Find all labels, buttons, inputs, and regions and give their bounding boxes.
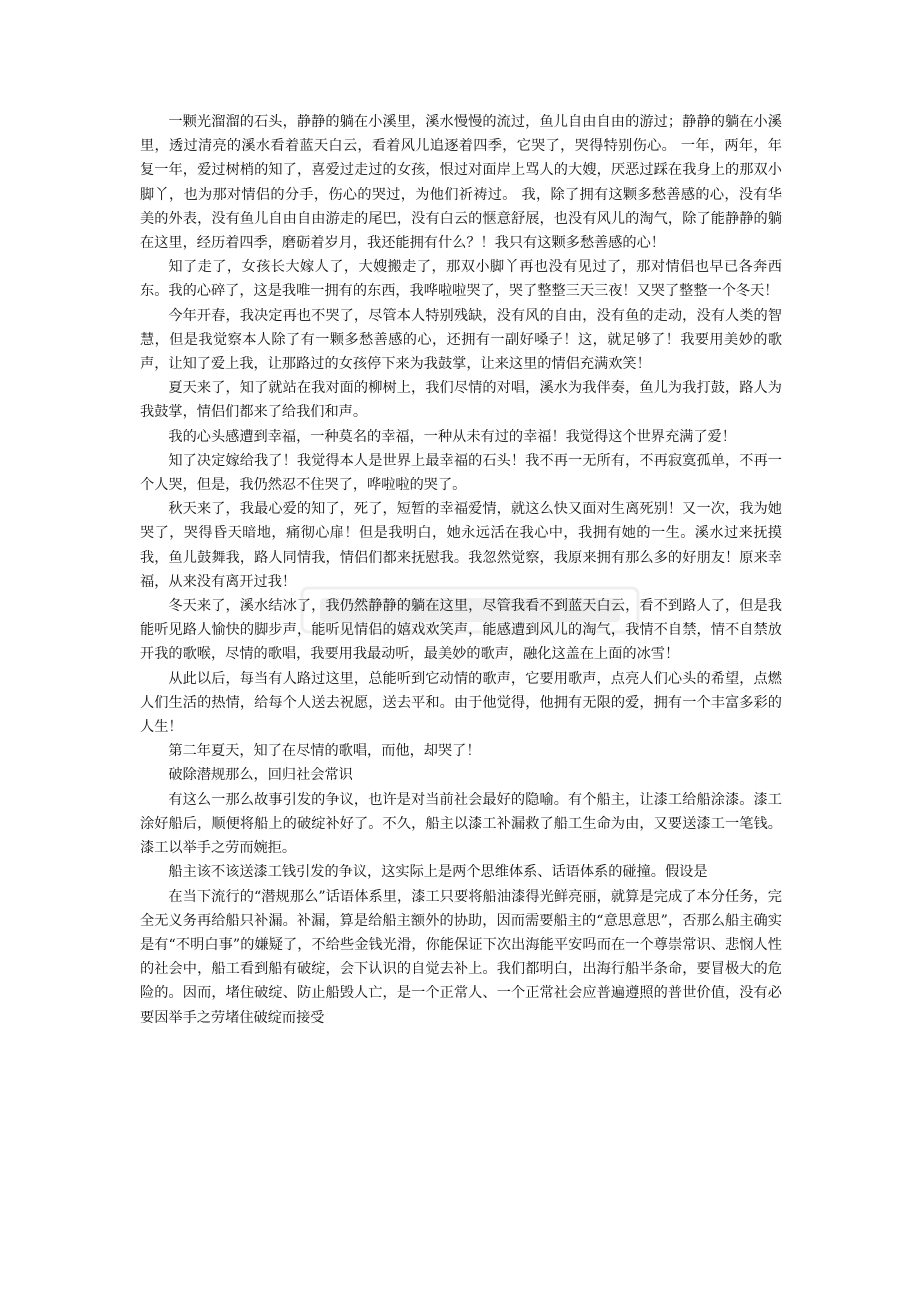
paragraph-4: 夏天来了，知了就站在我对面的柳树上，我们尽情的对唱，溪水为我伴奏，鱼儿为我打鼓，路人为我鼓掌，情侣们都来了给我们和声。: [140, 380, 782, 421]
paragraph-8: 冬天来了，溪水结冰了，我仍然静静的躺在这里，尽管我看不到蓝天白云，看不到路人了，但是我能听见路人愉快的脚步声，能听见情侣的嬉戏欢笑声，能感遭到风儿的淘气，我情不自禁，情不自禁放开我的歌喉，尽情的歌唱，我要用我最动听，最美妙的歌声，融化这盖在上面的冰雪！: [140, 598, 782, 663]
paragraph-1: 一颗光溜溜的石头，静静的躺在小溪里，溪水慢慢的流过，鱼儿自由自由的游过；静静的躺在小溪里，透过清亮的溪水看着蓝天白云，看着风儿追逐着四季，它哭了，哭得特别伤心。 一年，两年，年复一年，爱过树梢的知了，喜爱过走过的女孩，恨过对面岸上骂人的大嫂，厌恶过踩在我身上的那双小脚丫，也为那对情侣的分手，伤心的哭过，为他们祈祷过。 我，除了拥有这颗多愁善感的心，没有华美的外表，没有鱼儿自由自由游走的尾巴，没有白云的惬意舒展，也没有风儿的淘气，除了能静静的躺在这里，经历着四季，磨砺着岁月，我还能拥有什么？！我只有这颗多愁善感的心！: [140, 114, 782, 252]
paragraph-14: 在当下流行的“潜规那么”话语体系里，漆工只要将船油漆得光鲜亮丽，就算是完成了本分任务，完全无义务再给船只补漏。补漏，算是给船主额外的协助，因而需要船主的“意思意思”，否那么船主确实是有“不明白事”的嫌疑了，不给些金钱光滑，你能保证下次出海能平安吗而在一个尊崇常识、悲悯人性的社会中，船工看到船有破绽，会下认识的自觉去补上。我们都明白，出海行船半条命，要冒极大的危险的。因而，堵住破绽、防止船毁人亡，是一个正常人、一个正常社会应普遍遵照的普世价值，没有必要因举手之劳堵住破绽而接受: [140, 888, 782, 1026]
paragraph-7: 秋天来了，我最心爱的知了，死了，短暂的幸福爱情，就这么快又面对生离死别！又一次，我为她哭了，哭得昏天暗地，痛彻心扉！但是我明白，她永远活在我心中，我拥有她的一生。溪水过来抚摸我，鱼儿鼓舞我，路人同情我，情侣们都来抚慰我。我忽然觉察，我原来拥有那么多的好朋友！原来幸福，从来没有离开过我！: [140, 501, 782, 590]
section-heading: 破除潜规那么，回归社会常识: [168, 767, 353, 784]
document-body: [140, 110, 782, 1030]
paragraph-9: 从此以后，每当有人路过这里，总能听到它动情的歌声，它要用歌声，点亮人们心头的希望，点燃人们生活的热情，给每个人送去祝愿，送去平和。由于他觉得，他拥有无限的爱，拥有一个丰富多彩的人生！: [140, 670, 782, 736]
paragraph-13: 船主该不该送漆工钱引发的争议，这实际上是两个思维体系、话语体系的碰撞。假设是: [168, 864, 708, 881]
paragraph-10: 第二年夏天，知了在尽情的歌唱，而他，却哭了！: [168, 743, 481, 760]
paragraph-3: 今年开春，我决定再也不哭了，尽管本人特别残缺，没有风的自由，没有鱼的走动，没有人类的智慧，但是我觉察本人除了有一颗多愁善感的心，还拥有一副好嗓子！这，就足够了！我要用美妙的歌声，让知了爱上我，让那路过的女孩停下来为我鼓掌，让来这里的情侣充满欢笑！: [140, 307, 782, 373]
paragraph-5: 我的心头感遭到幸福，一种莫名的幸福，一种从未有过的幸福！我觉得这个世界充满了爱！: [168, 428, 736, 445]
paragraph-6: 知了决定嫁给我了！我觉得本人是世界上最幸福的石头！我不再一无所有，不再寂寞孤单，不再一个人哭，但是，我仍然忍不住哭了，哗啦啦的哭了。: [140, 452, 782, 494]
paragraph-2: 知了走了，女孩长大嫁人了，大嫂搬走了，那双小脚丫再也没有见过了，那对情侣也早已各奔西东。我的心碎了，这是我唯一拥有的东西，我哗啦啦哭了，哭了整整三天三夜！又哭了整整一个冬天！: [140, 259, 782, 300]
paragraph-12: 有这么一那么故事引发的争议，也许是对当前社会最好的隐喻。有个船主，让漆工给船涂漆。漆工涂好船后，顺便将船上的破绽补好了。不久，船主以漆工补漏救了船工生命为由，又要送漆工一笔钱。漆工以举手之劳而婉拒。: [140, 791, 782, 857]
